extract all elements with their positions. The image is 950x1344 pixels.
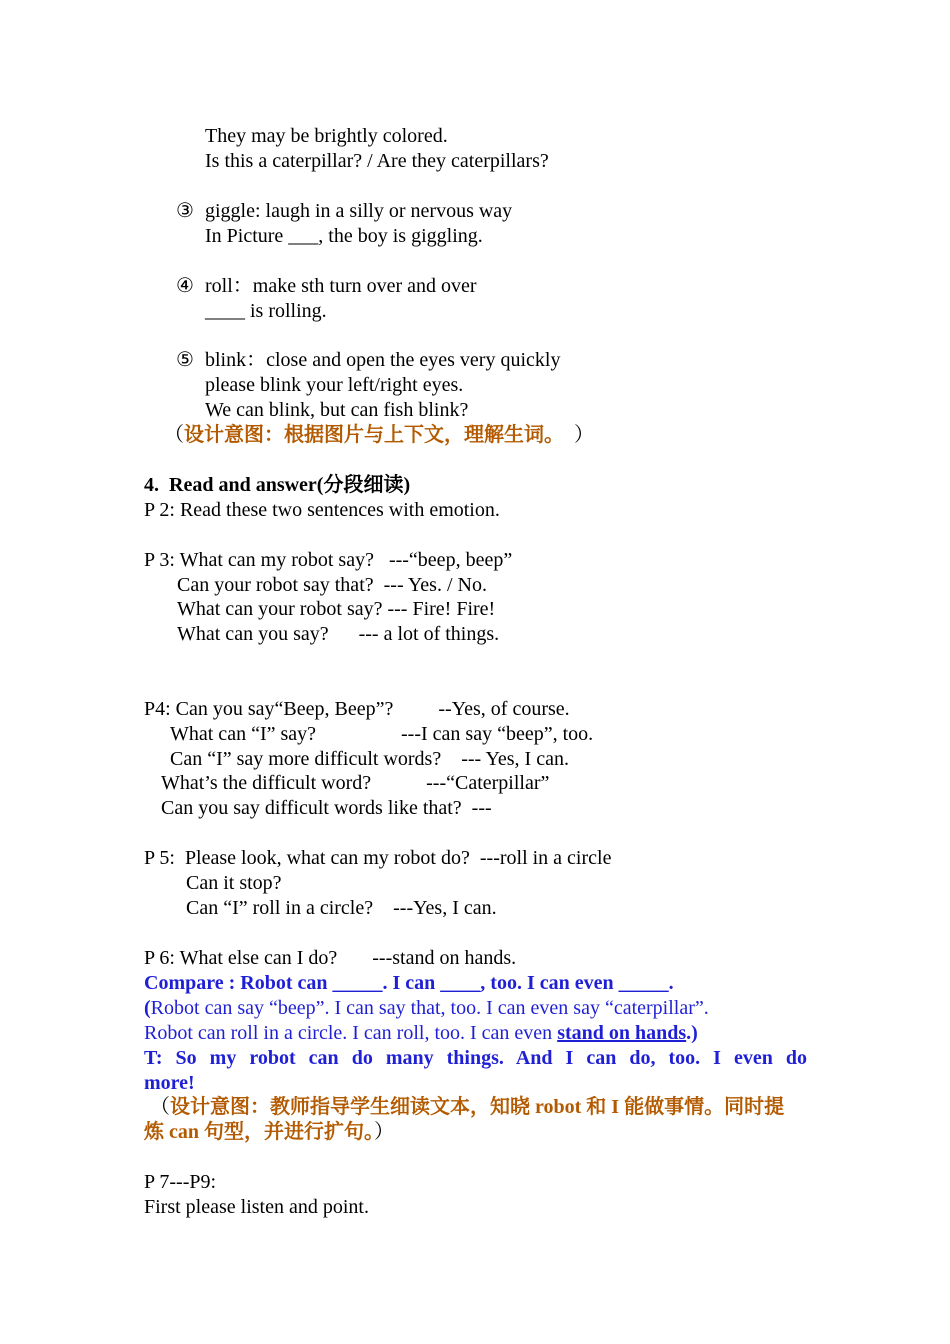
stand-on-hands-emphasis: stand on hands	[557, 1022, 687, 1044]
vocab-line: They may be brightly colored.	[205, 125, 448, 147]
design-note-2-cont: 炼 can 句型，并进行扩句。）	[144, 1121, 394, 1143]
item-number: ③	[176, 200, 194, 222]
p3-line: P 3: What can my robot say? ---“beep, beep”	[144, 549, 513, 571]
example-line: Robot can roll in a circle. I can roll, too. I can even stand on hands.)	[144, 1022, 698, 1044]
p3-line: What can your robot say? --- Fire! Fire!	[177, 598, 496, 620]
p4-line: Can you say difficult words like that? ---	[161, 797, 492, 819]
p3-line: What can you say? --- a lot of things.	[177, 623, 500, 645]
p6-question: P 6: What else can I do? ---stand on hands.	[144, 947, 517, 969]
vocab-example: please blink your left/right eyes.	[205, 374, 464, 396]
design-note-2: （设计意图：教师指导学生细读文本，知晓 robot 和 I 能做事情。同时提	[150, 1096, 785, 1118]
compare-line: Compare : Robot can _____. I can ____, too. I can even _____.	[144, 972, 674, 994]
example-line: (Robot can say “beep”. I can say that, too. I can even say “caterpillar”.	[144, 997, 709, 1019]
item-number: ⑤	[176, 349, 194, 371]
p4-line: What can “I” say? ---I can say “beep”, too.	[170, 723, 594, 745]
p5-line: Can “I” roll in a circle? ---Yes, I can.	[186, 897, 497, 919]
p4-line: What’s the difficult word? ---“Caterpillar”	[161, 772, 550, 794]
p5-line: P 5: Please look, what can my robot do? ---roll in a circle	[144, 847, 612, 869]
item-number: ④	[176, 275, 194, 297]
vocab-definition: roll：make sth turn over and over	[205, 275, 477, 297]
p3-line: Can your robot say that? --- Yes. / No.	[177, 574, 487, 596]
vocab-example: We can blink, but can fish blink?	[205, 399, 469, 421]
section-heading: 4. Read and answer(分段细读)	[144, 474, 411, 496]
vocab-line: Is this a caterpillar? / Are they caterpillars?	[205, 150, 549, 172]
p7-9-label: P 7---P9:	[144, 1171, 217, 1193]
vocab-example: ____ is rolling.	[205, 300, 327, 322]
design-note-1: （设计意图：根据图片与上下文，理解生词。 ）	[164, 424, 594, 446]
p5-line: Can it stop?	[186, 872, 282, 894]
p7-9-instruction: First please listen and point.	[144, 1196, 369, 1218]
vocab-definition: blink：close and open the eyes very quickly	[205, 349, 561, 371]
teacher-line: T: So my robot can do many things. And I can do, too. I even do	[144, 1047, 807, 1069]
p2-instruction: P 2: Read these two sentences with emotion.	[144, 499, 500, 521]
vocab-definition: giggle: laugh in a silly or nervous way	[205, 200, 513, 222]
p4-line: Can “I” say more difficult words? --- Yes, I can.	[170, 748, 569, 770]
vocab-example: In Picture ___, the boy is giggling.	[205, 225, 483, 247]
teacher-line: more!	[144, 1072, 195, 1094]
p4-line: P4: Can you say“Beep, Beep”? --Yes, of course.	[144, 698, 570, 720]
